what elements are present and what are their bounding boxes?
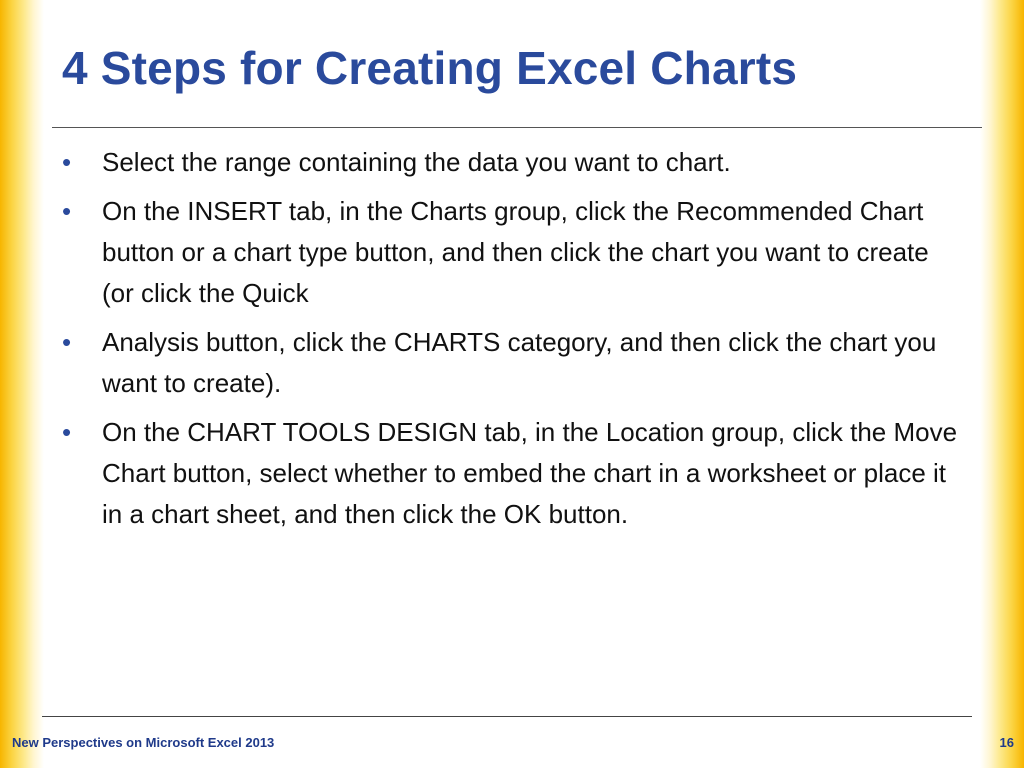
right-gold-border <box>980 0 1024 768</box>
bullet-icon: • <box>62 147 72 177</box>
left-gold-border <box>0 0 44 768</box>
footer-divider <box>42 716 972 717</box>
slide-title: 4 Steps for Creating Excel Charts <box>62 42 798 94</box>
bullet-text: On the CHART TOOLS DESIGN tab, in the Location group, click the Move Chart button, select whether to embed the chart in a worksheet or place it in a chart sheet, and then click the OK button. <box>102 417 958 529</box>
page-number: 16 <box>999 735 1014 750</box>
bullet-text: Analysis button, click the CHARTS category, and then click the chart you want to create). <box>102 327 937 398</box>
bullet-text: Select the range containing the data you want to chart. <box>102 147 731 177</box>
bullet-text: On the INSERT tab, in the Charts group, click the Recommended Chart button or a chart type button, and then click the chart you want to create (or click the Quick <box>102 196 929 308</box>
list-item <box>60 412 965 535</box>
list-item <box>60 191 965 314</box>
bullet-icon: • <box>62 327 72 357</box>
list-item <box>60 142 965 183</box>
bullet-icon: • <box>62 196 72 226</box>
list-item <box>60 322 965 404</box>
bullet-icon: • <box>62 417 72 447</box>
title-divider <box>52 127 982 128</box>
footer-course-title: New Perspectives on Microsoft Excel 2013 <box>12 735 275 750</box>
bullet-list <box>60 142 965 543</box>
